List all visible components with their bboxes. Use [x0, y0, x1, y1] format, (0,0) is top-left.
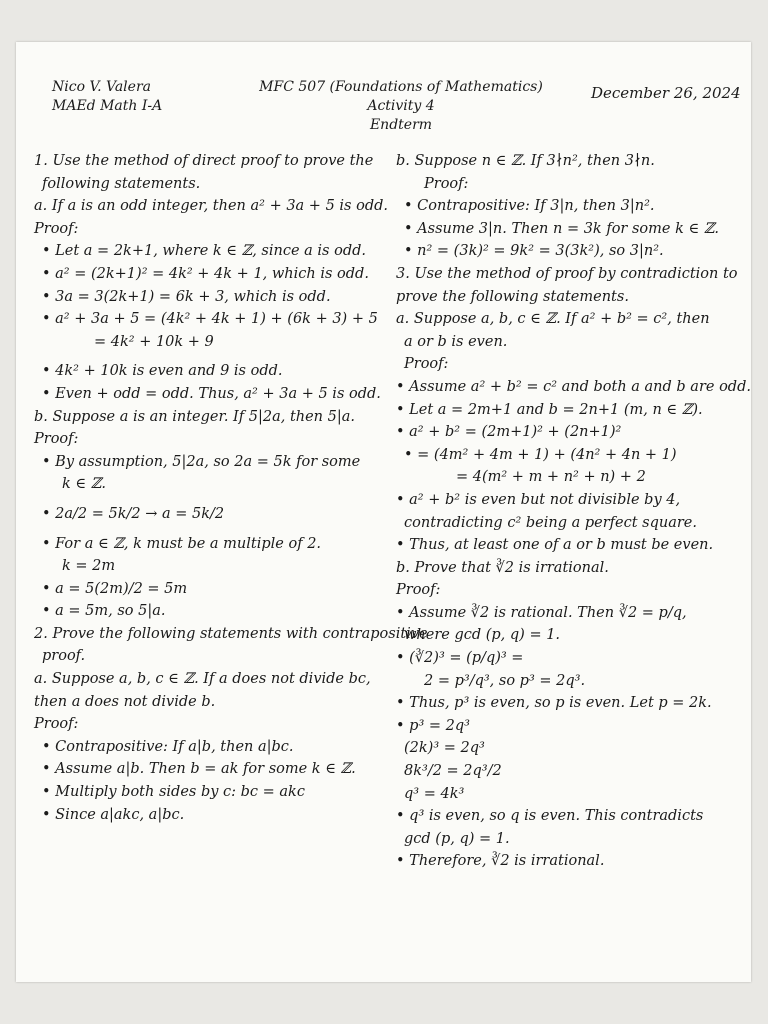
proof-step: • Assume a² + b² = c² and both a and b are odd. [396, 378, 751, 395]
proof-step: • a = 5(2m)/2 = 5m [42, 580, 188, 597]
proof-label: Proof: [34, 220, 79, 237]
left-column [34, 150, 428, 826]
proof-step: • Assume 3|n. Then n = 3k for some k ∈ ℤ. [404, 220, 720, 237]
proof-step-cont: = 4(m² + m + n² + n) + 2 [456, 469, 646, 486]
proof-step: • 4k² + 10k is even and 9 is odd. [42, 363, 283, 380]
proof-step: • Since a|akc, a|bc. [42, 806, 185, 823]
problem-2b-statement: b. Suppose n ∈ ℤ. If 3∤n², then 3∤n. [396, 153, 655, 169]
proof-step-cont: = 4k² + 10k + 9 [94, 333, 214, 350]
problem-3-heading-cont: prove the following statements. [396, 288, 629, 305]
proof-step: • 3a = 3(2k+1) = 6k + 3, which is odd. [42, 288, 331, 305]
course-block [256, 78, 546, 135]
term-label: Endterm [369, 117, 433, 133]
proof-step: • Assume ∛2 is rational. Then ∛2 = p/q, [396, 604, 687, 621]
proof-step: • Even + odd = odd. Thus, a² + 3a + 5 is odd. [42, 385, 381, 402]
date-label: December 26, 2024 [591, 84, 741, 102]
proof-step-cont: gcd (p, q) = 1. [404, 830, 510, 847]
proof-step-cont: k ∈ ℤ. [62, 476, 106, 493]
proof-step: • Let a = 2m+1 and b = 2n+1 (m, n ∈ ℤ). [396, 401, 703, 418]
proof-step: • a = 5m, so 5|a. [42, 603, 166, 620]
proof-step-cont: q³ = 4k³ [404, 785, 465, 802]
proof-step: • 2a/2 = 5k/2 → a = 5k/2 [42, 505, 225, 522]
problem-3b-statement: b. Prove that ∛2 is irrational. [396, 559, 609, 576]
activity-title: Activity 4 [367, 98, 435, 114]
proof-step: • Contrapositive: If a|b, then a|bc. [42, 738, 294, 755]
problem-3a-statement-cont: a or b is even. [404, 333, 508, 350]
problem-2-heading-cont: proof. [42, 648, 86, 665]
problem-2a-statement-cont: then a does not divide b. [34, 693, 216, 710]
program-label: MAEd Math I-A [52, 98, 163, 114]
author-name: Nico V. Valera [52, 79, 151, 95]
proof-step: • For a ∈ ℤ, k must be a multiple of 2. [42, 535, 322, 552]
problem-1a-statement: a. If a is an odd integer, then a² + 3a + 5 is odd. [34, 198, 388, 215]
proof-step-cont: k = 2m [62, 558, 116, 575]
author-block [52, 78, 162, 116]
proof-step-cont: 8k³/2 = 2q³/2 [404, 763, 502, 780]
proof-step-cont: where gcd (p, q) = 1. [404, 627, 561, 644]
proof-step: • Therefore, ∛2 is irrational. [396, 853, 605, 870]
proof-step: • Assume a|b. Then b = ak for some k ∈ ℤ. [42, 761, 356, 778]
proof-label: Proof: [396, 582, 441, 599]
right-column [396, 150, 751, 873]
proof-step: • a² + b² = (2m+1)² + (2n+1)² [396, 424, 622, 441]
proof-step: • Multiply both sides by c: bc = akc [42, 784, 305, 801]
proof-step: • n² = (3k)² = 9k² = 3(3k²), so 3|n². [404, 243, 664, 260]
proof-step-cont: contradicting c² being a perfect square. [404, 514, 697, 531]
proof-step: • q³ is even, so q is even. This contradicts [396, 808, 704, 825]
problem-3a-statement: a. Suppose a, b, c ∈ ℤ. If a² + b² = c², then [396, 311, 710, 328]
proof-step: • Thus, at least one of a or b must be even. [396, 537, 714, 554]
proof-step: • a² = (2k+1)² = 4k² + 4k + 1, which is odd. [42, 265, 369, 282]
proof-step: • Contrapositive: If 3|n, then 3|n². [404, 198, 655, 215]
problem-1-heading-cont: following statements. [42, 175, 201, 192]
problem-1-heading: 1. Use the method of direct proof to prove the [34, 153, 374, 169]
proof-step: • By assumption, 5|2a, so 2a = 5k for some [42, 453, 361, 470]
problem-1b-statement: b. Suppose a is an integer. If 5|2a, then 5|a. [34, 408, 355, 425]
proof-label: Proof: [34, 716, 79, 733]
proof-step: • (∛2)³ = (p/q)³ = [396, 650, 524, 667]
proof-step: • a² + 3a + 5 = (4k² + 4k + 1) + (6k + 3) + 5 [42, 311, 378, 328]
problem-2-heading: 2. Prove the following statements with contrapositive [34, 625, 428, 642]
proof-step: • p³ = 2q³ [396, 717, 470, 734]
proof-step: • Let a = 2k+1, where k ∈ ℤ, since a is odd. [42, 243, 366, 260]
proof-step: • = (4m² + 4m + 1) + (4n² + 4n + 1) [404, 446, 677, 463]
proof-step-cont: (2k)³ = 2q³ [404, 740, 485, 757]
proof-label: Proof: [34, 431, 79, 448]
problem-2a-statement: a. Suppose a, b, c ∈ ℤ. If a does not divide bc, [34, 671, 371, 688]
proof-step-cont: 2 = p³/q³, so p³ = 2q³. [424, 672, 586, 689]
proof-label: Proof: [424, 175, 469, 192]
notebook-page [16, 42, 751, 982]
course-title: MFC 507 (Foundations of Mathematics) [259, 79, 543, 95]
problem-3-heading: 3. Use the method of proof by contradiction to [396, 265, 738, 282]
proof-step: • a² + b² is even but not divisible by 4, [396, 491, 681, 508]
proof-step: • Thus, p³ is even, so p is even. Let p = 2k. [396, 695, 712, 712]
proof-label: Proof: [404, 356, 449, 373]
